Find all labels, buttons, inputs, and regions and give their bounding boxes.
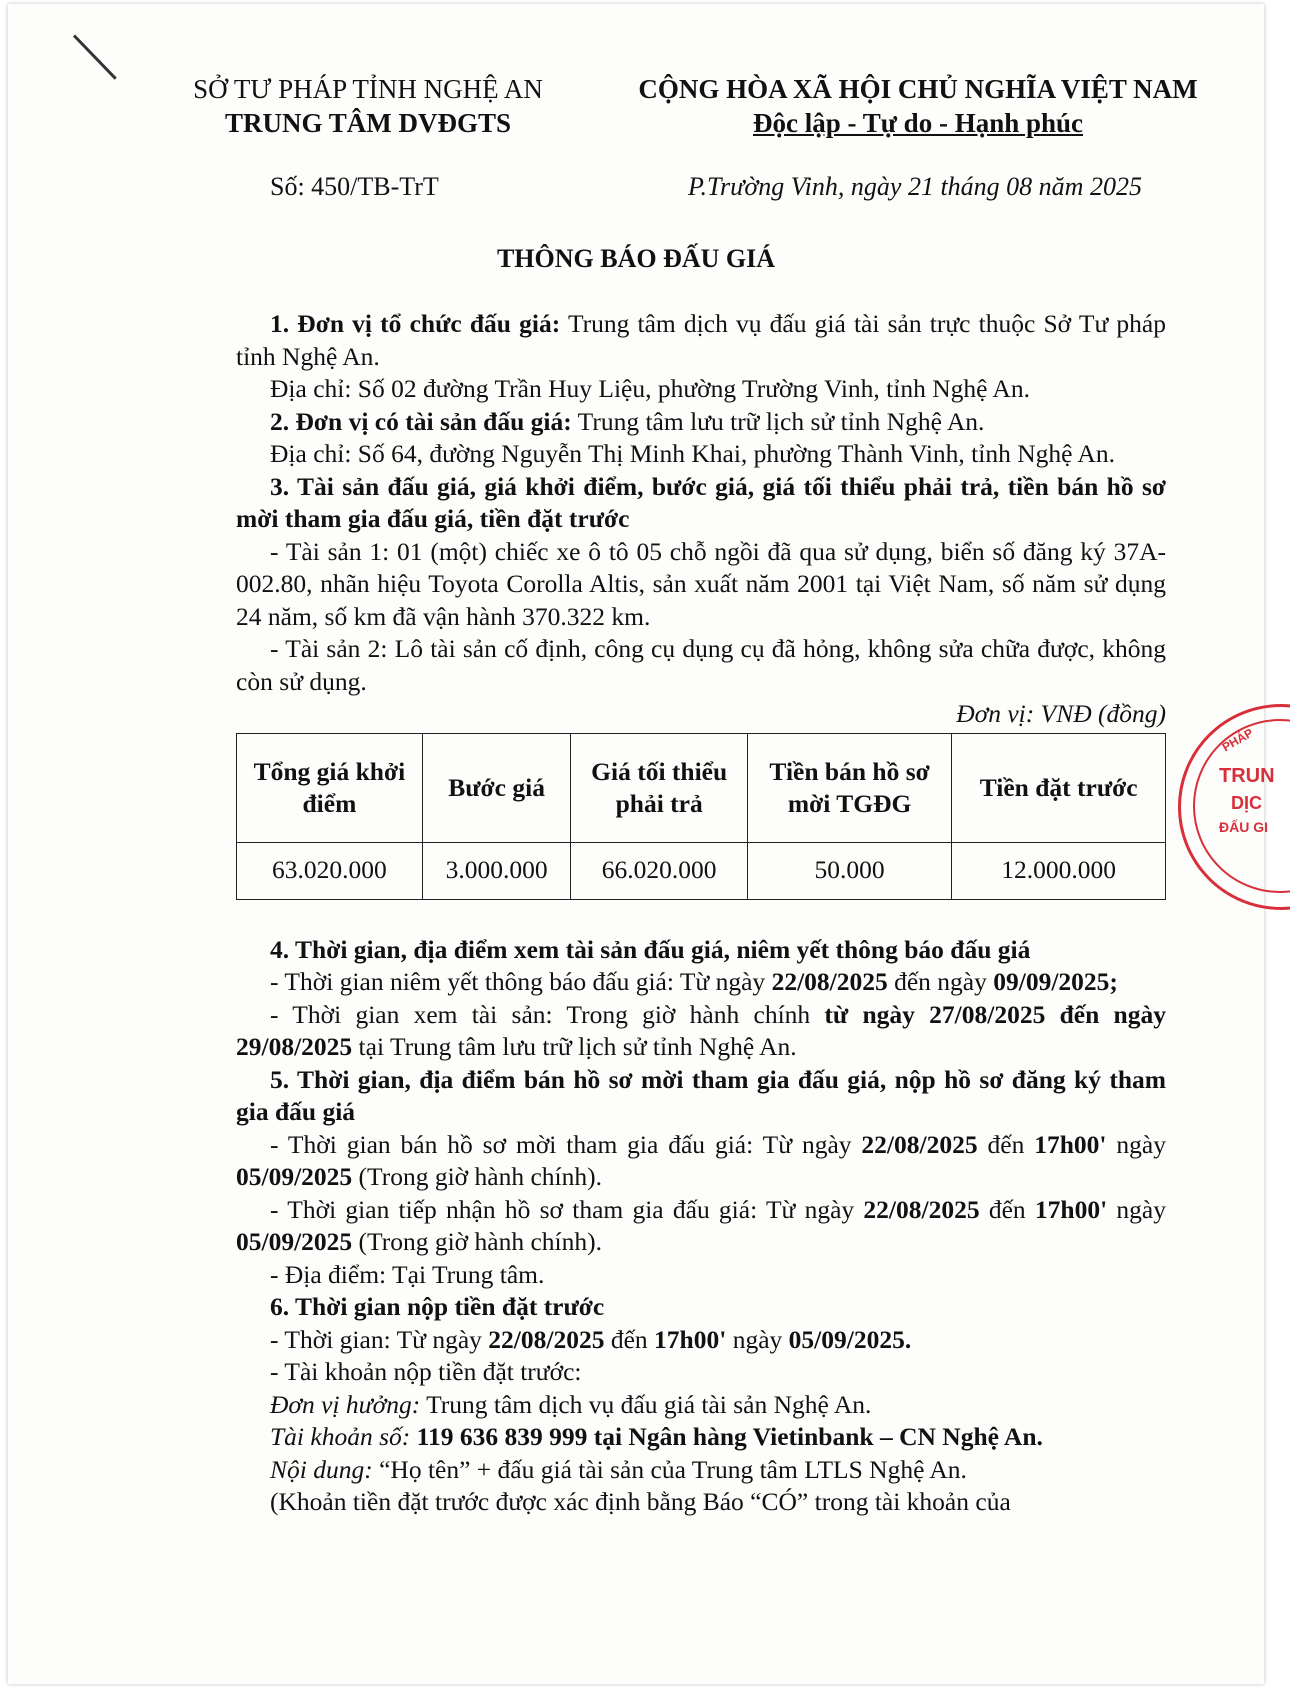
section-6-line-1 [236, 1324, 1166, 1357]
cell-starting-price: 63.020.000 [237, 842, 423, 899]
section-4-line-1 [236, 966, 1166, 999]
document-body [236, 308, 1166, 1519]
section-5-location: - Địa điểm: Tại Trung tâm. [270, 1259, 545, 1289]
col-dossier-fee: Tiền bán hồ sơ mời TGĐG [747, 733, 951, 842]
content-line [236, 1454, 1166, 1487]
text-span: (Trong giờ hành chính). [352, 1227, 602, 1256]
text-span: ngày [1106, 1129, 1166, 1159]
section-2-label: 2. Đơn vị có tài sản đấu giá: [270, 406, 572, 436]
document-date: P.Trường Vinh, ngày 21 tháng 08 năm 2025 [688, 172, 1142, 201]
cell-dossier-fee: 50.000 [747, 842, 951, 899]
date-value: 22/08/2025 [863, 1194, 980, 1224]
section-2-text: Trung tâm lưu trữ lịch sử tỉnh Nghệ An. [571, 406, 985, 436]
date-value: 22/08/2025 [771, 967, 888, 996]
section-6-account-intro: - Tài khoản nộp tiền đặt trước: [270, 1357, 582, 1386]
section-1-label: 1. Đơn vị tổ chức đấu giá: [270, 309, 561, 338]
table-header-row [237, 733, 1166, 842]
section-3-heading: 3. Tài sản đấu giá, giá khởi điểm, bước giá, giá tối thiểu phải trả, tiền bán hồ sơ mời tham gia đấu giá, tiền đặt trước [236, 471, 1166, 533]
time-value: 17h00' [654, 1324, 727, 1354]
agency-header [168, 72, 568, 140]
section-1-text: Trung tâm dịch vụ đấu giá tài sản trực thuộc Sở Tư pháp tỉnh Nghệ An. [236, 309, 1166, 371]
pen-mark [73, 34, 117, 79]
section-5-line-1 [236, 1129, 1166, 1194]
section-5-heading: 5. Thời gian, địa điểm bán hồ sơ mời tham gia đấu giá, nộp hồ sơ đăng ký tham gia đấu giá [236, 1064, 1166, 1126]
text-span: ngày [1107, 1194, 1166, 1224]
cell-minimum-price: 66.020.000 [571, 842, 748, 899]
content-label: Nội dung: [270, 1454, 373, 1484]
col-minimum-price: Giá tối thiểu phải trả [571, 733, 748, 842]
date-range: từ ngày 27/08/2025 đến ngày 29/08/2025 [236, 999, 1166, 1061]
text-span: ngày [726, 1324, 789, 1354]
seal-top-text: PHÁP [1219, 725, 1256, 755]
table-row [237, 842, 1166, 899]
section-2-address: Địa chỉ: Số 64, đường Nguyễn Thị Minh Khai, phường Thành Vinh, tỉnh Nghệ An. [270, 439, 1115, 468]
date-value: 22/08/2025 [488, 1324, 605, 1354]
section-1 [236, 308, 1166, 373]
text-span: - Thời gian: Từ ngày [270, 1324, 489, 1354]
text-span: - Thời gian niêm yết thông báo đấu giá: Từ ngày [270, 967, 772, 996]
date-value: 05/09/2025 [236, 1227, 353, 1256]
price-table [236, 733, 1166, 900]
date-value: 05/09/2025. [788, 1324, 912, 1354]
seal-line-3: ĐẤU GI [1219, 819, 1268, 835]
section-4-line-2 [236, 999, 1166, 1064]
currency-unit: Đơn vị: VNĐ (đồng) [956, 699, 1166, 728]
col-bid-step: Bước giá [422, 733, 571, 842]
beneficiary-value: Trung tâm dịch vụ đấu giá tài sản Nghệ An. [420, 1389, 872, 1419]
cell-bid-step: 3.000.000 [422, 842, 571, 899]
national-header [598, 72, 1238, 140]
cell-deposit: 12.000.000 [952, 842, 1166, 899]
asset-2: - Tài sản 2: Lô tài sản cố định, công cụ dụng cụ đã hỏng, không sửa chữa được, không còn sử dụng. [236, 634, 1166, 696]
text-span: tại Trung tâm lưu trữ lịch sử tỉnh Nghệ An. [352, 1032, 797, 1061]
time-value: 17h00' [1034, 1129, 1107, 1159]
document-title: THÔNG BÁO ĐẤU GIÁ [496, 244, 776, 273]
section-5-line-2 [236, 1194, 1166, 1259]
asset-1: - Tài sản 1: 01 (một) chiếc xe ô tô 05 chỗ ngồi đã qua sử dụng, biển số đăng ký 37A-002.80, nhãn hiệu Toyota Corolla Altis, sản xuất năm 2001 tại Việt Nam, số năm sử dụng 24 năm, số km đã vận hành 370.322 km. [236, 536, 1166, 631]
text-span: - Thời gian tiếp nhận hồ sơ tham gia đấu giá: Từ ngày [270, 1194, 864, 1224]
section-4-heading: 4. Thời gian, địa điểm xem tài sản đấu giá, niêm yết thông báo đấu giá [270, 934, 1031, 964]
text-span: đến [604, 1324, 655, 1354]
section-2 [236, 406, 1166, 439]
agency-parent: SỞ TƯ PHÁP TỈNH NGHỆ AN [193, 74, 543, 104]
national-title: CỘNG HÒA XÃ HỘI CHỦ NGHĨA VIỆT NAM [638, 74, 1198, 104]
document-number: Số: 450/TB-TrT [270, 172, 439, 201]
text-span: - Thời gian bán hồ sơ mời tham gia đấu giá: Từ ngày [270, 1129, 862, 1159]
account-label: Tài khoản số: [270, 1422, 411, 1451]
document-page [8, 4, 1275, 1684]
time-value: 17h00' [1034, 1194, 1108, 1224]
date-value: 22/08/2025 [861, 1129, 978, 1159]
seal-line-2: DỊC [1231, 793, 1262, 813]
deposit-note: (Khoản tiền đặt trước được xác định bằng Báo “CÓ” trong tài khoản của [270, 1487, 1011, 1516]
section-1-address: Địa chỉ: Số 02 đường Trần Huy Liệu, phường Trường Vinh, tỉnh Nghệ An. [270, 374, 1030, 403]
content-value: “Họ tên” + đấu giá tài sản của Trung tâm LTLS Nghệ An. [372, 1454, 967, 1484]
col-deposit: Tiền đặt trước [952, 733, 1166, 842]
red-seal-stamp [1178, 704, 1290, 910]
text-span: đến [977, 1129, 1035, 1159]
text-span: - Thời gian xem tài sản: Trong giờ hành chính [270, 999, 825, 1029]
account-value: 119 636 839 999 tại Ngân hàng Vietinbank – CN Nghệ An. [410, 1422, 1043, 1451]
date-value: 09/09/2025; [993, 967, 1118, 996]
col-starting-price: Tổng giá khởi điểm [237, 733, 423, 842]
account-line [236, 1421, 1166, 1454]
section-6-heading: 6. Thời gian nộp tiền đặt trước [270, 1292, 605, 1321]
national-motto: Độc lập - Tự do - Hạnh phúc [752, 108, 1084, 138]
beneficiary-line [236, 1389, 1166, 1422]
agency-name: TRUNG TÂM DVĐGTS [224, 108, 512, 138]
text-span: đến [979, 1194, 1035, 1224]
date-value: 05/09/2025 [236, 1162, 353, 1191]
text-span: (Trong giờ hành chính). [352, 1162, 602, 1191]
beneficiary-label: Đơn vị hưởng: [270, 1389, 421, 1419]
text-span: đến ngày [887, 967, 994, 996]
seal-line-1: TRUN [1219, 765, 1275, 787]
